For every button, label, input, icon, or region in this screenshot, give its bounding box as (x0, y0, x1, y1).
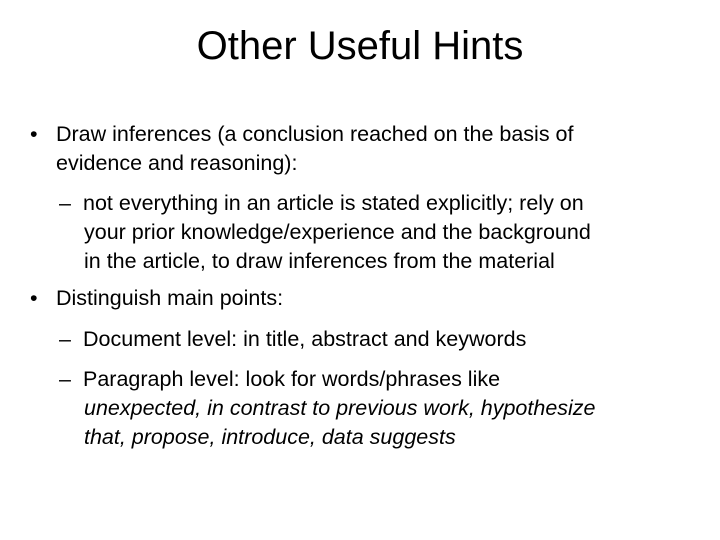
bullet-draw-inferences (30, 120, 573, 149)
bullet-marker: • (30, 122, 38, 146)
bullet-continuation: evidence and reasoning): (56, 151, 298, 175)
sub-bullet-text: Document level: in title, abstract and keywords (83, 327, 527, 351)
sub-bullet-continuation-italic: unexpected, in contrast to previous work, hypothesize (84, 396, 596, 420)
bullet-marker: • (30, 286, 38, 310)
dash-marker: – (59, 191, 71, 215)
bullet-text: Draw inferences (a conclusion reached on the basis of (56, 122, 574, 146)
bullet-text: Distinguish main points: (56, 286, 284, 310)
sub-bullet-document-level (59, 325, 526, 354)
dash-marker: – (59, 367, 71, 391)
slide-title: Other Useful Hints (196, 24, 524, 68)
sub-bullet-text: not everything in an article is stated explicitly; rely on (83, 191, 584, 215)
bullet-distinguish-main-points (30, 284, 283, 313)
sub-bullet-paragraph-level (59, 365, 500, 394)
sub-bullet-continuation: your prior knowledge/experience and the background (84, 220, 591, 244)
dash-marker: – (59, 327, 71, 351)
sub-bullet-continuation-italic: that, propose, introduce, data suggests (84, 425, 456, 449)
sub-bullet-not-explicit (59, 189, 584, 218)
sub-bullet-text: Paragraph level: look for words/phrases like (83, 367, 501, 391)
sub-bullet-continuation: in the article, to draw inferences from the material (84, 249, 555, 273)
